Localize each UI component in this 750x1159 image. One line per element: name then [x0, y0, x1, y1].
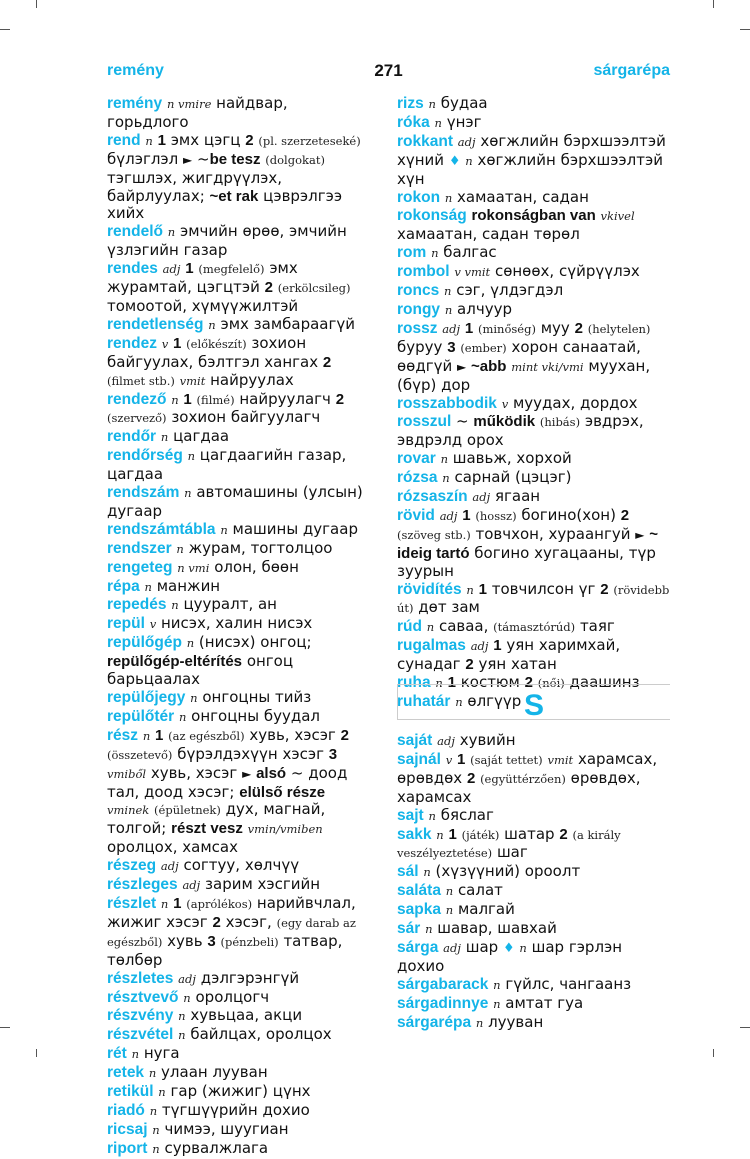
headword: rendszer	[107, 539, 172, 557]
dictionary-entry: rosszul ~ működik (hibás) эвдрэх, эвдрэлд орох	[397, 412, 644, 450]
dictionary-entry: sajnál v 1 (saját tettet) vmit харамсах, өрөвдөх 2 (együttérzően) өрөвдөх, харамсах	[397, 749, 658, 806]
dictionary-entry: saját adj хувийн	[397, 731, 516, 749]
headword: rendes	[107, 260, 158, 278]
headword: rész	[107, 726, 139, 744]
headword: saláta	[397, 882, 441, 900]
crop-mark	[740, 29, 750, 30]
headword: retikül	[107, 1083, 154, 1101]
dictionary-entry: repülőjegy n онгоцны тийз	[107, 688, 312, 706]
headword: rosszabbodik	[397, 394, 497, 412]
dictionary-entry: repül v нисэх, халин нисэх	[107, 614, 313, 633]
page-number: 271	[374, 61, 403, 80]
dictionary-entry: rendez v 1 (előkészít) зохион байгуулах, бэлтгэл хангах 2 (filmet stb.) vmit найруулах	[107, 333, 332, 389]
dictionary-entry: rugalmas adj 1 уян харимхай, сунадаг 2 уян хатан	[397, 636, 621, 674]
header-first-word: remény	[107, 62, 164, 79]
headword: rendszám	[107, 484, 180, 502]
headword: rovar	[397, 450, 436, 468]
dictionary-entry: rengeteg n vmi олон, бөөн	[107, 557, 299, 576]
headword: rózsa	[397, 469, 438, 487]
dictionary-entry: rendőr n цагдаа	[107, 427, 230, 446]
headword: sapka	[397, 901, 441, 919]
headword: rendszámtábla	[107, 520, 216, 538]
dictionary-entry: rossz adj 1 (minőség) муу 2 (helytelen) буруу 3 (ember) хорон санаатай, өөдгүй ► ~abb mint vki/vmi муухан, (бүр) дор	[397, 318, 651, 394]
dictionary-entry: sárgadinnye n амтат гуа	[397, 993, 584, 1012]
dictionary-entry: sál n (хүзүүний) ороолт	[397, 862, 581, 881]
headword: repülőgép	[107, 634, 182, 652]
headword: repülőtér	[107, 707, 175, 725]
headword: rúd	[397, 618, 422, 636]
headword: rokon	[397, 188, 441, 206]
crop-mark	[0, 1027, 10, 1028]
headword: rokkant	[397, 132, 453, 150]
dictionary-entry: rövid adj 1 (hossz) богино(хон) 2 (szöveg stb.) товчхон, хураангуй ► ~ ideig tartó богино хугацааны, түр зуурын	[397, 505, 659, 580]
headword: rokonság	[397, 207, 467, 225]
dictionary-entry: rúd n саваа, (támasztórúd) таяг	[397, 617, 615, 636]
headword: sár	[397, 920, 421, 938]
section-letter: S	[523, 689, 544, 722]
dictionary-entry: roncs n сэг, үлдэгдэл	[397, 281, 564, 300]
headword: sárga	[397, 938, 439, 956]
headword: rendőrség	[107, 447, 183, 465]
dictionary-entry: saláta n салат	[397, 881, 503, 900]
headword: riadó	[107, 1101, 145, 1119]
dictionary-entry: rovar n шавьж, хорхой	[397, 449, 572, 468]
headword: sárgarépa	[397, 1013, 472, 1031]
dictionary-entry: retek n улаан лууван	[107, 1063, 268, 1082]
dictionary-entry: sárgabarack n гүйлс, чангаанз	[397, 974, 632, 993]
dictionary-entry: róka n үнэг	[397, 112, 482, 131]
phrase-marker-icon: ►	[635, 527, 645, 542]
dictionary-entry: rész n 1 (az egészből) хувь, хэсэг 2 (összetevő) бүрэлдэхүүн хэсэг 3 vmiből хувь, хэсэг ► alsó ~ доод тал, доод хэсэг; elülső része vminek (épületnek) дух, магнай, толгой; részt vesz vmin/vmiben оролцох, хамсах	[107, 725, 349, 857]
headword: rom	[397, 244, 427, 262]
dictionary-entry: részleges adj зарим хэсгийн	[107, 875, 321, 894]
left-column	[107, 95, 365, 1159]
headword: rövidítés	[397, 580, 462, 598]
right-column-s	[397, 732, 672, 1033]
dictionary-entry: rend n 1 эмх цэгц 2 (pl. szerzeteseké) бүлэглэл ► ~be tesz (dolgokat) тэгшлэх, жигдрүүлэх, байрлуулах; ~et rak цэврэлгээ хийх	[107, 130, 361, 223]
dictionary-entry: rizs n будаа	[397, 94, 488, 112]
headword: rózsaszín	[397, 488, 468, 506]
dictionary-entry: retikül n гар (жижиг) цүнх	[107, 1082, 311, 1101]
dictionary-entry: rongy n алчуур	[397, 299, 512, 318]
dictionary-entry: rokkant adj хөгжлийн бэрхшээлтэй хүний ♦ n хөгжлийн бэрхшээлтэй хүн	[397, 131, 666, 188]
headword: rengeteg	[107, 558, 173, 576]
dictionary-entry: rendszámtábla n машины дугаар	[107, 519, 358, 538]
headword: repül	[107, 615, 145, 633]
crop-mark	[713, 1049, 714, 1057]
dictionary-entry: ricsaj n чимээ, шуугиан	[107, 1119, 289, 1138]
headword: rendőr	[107, 428, 157, 446]
phrase-marker-icon: ►	[242, 766, 252, 781]
dictionary-entry: riport n сурвалжлага	[107, 1138, 269, 1157]
dictionary-entry: sárga adj шар ♦ n шар гэрлэн дохио	[397, 937, 623, 975]
headword: rombol	[397, 263, 450, 281]
headword: résztvevő	[107, 988, 179, 1006]
section-letter-box	[397, 684, 670, 720]
dictionary-entry: részvény n хувьцаа, акци	[107, 1006, 303, 1025]
dictionary-entry: rendező n 1 (filmé) найруулагч 2 (szervező) зохион байгуулагч	[107, 389, 345, 427]
dictionary-entry: részvétel n байлцах, оролцох	[107, 1025, 332, 1044]
headword: sajnál	[397, 750, 441, 768]
dictionary-entry: rózsa n сарнай (цэцэг)	[397, 468, 572, 487]
headword: saját	[397, 732, 433, 749]
headword: rend	[107, 131, 141, 149]
dictionary-entry: repedés n цууралт, ан	[107, 595, 277, 614]
headword: részvétel	[107, 1026, 174, 1044]
dictionary-entry: riadó n түгшүүрийн дохио	[107, 1100, 310, 1119]
dictionary-entry: ruhatár n өлгүүр	[397, 692, 522, 710]
headword: sárgabarack	[397, 975, 489, 993]
headword: rendelő	[107, 223, 163, 241]
headword: részeg	[107, 857, 157, 875]
headword: sárgadinnye	[397, 994, 489, 1012]
header-last-word: sárgarépa	[593, 62, 670, 79]
dictionary-entry: sár n шавар, шавхай	[397, 919, 557, 938]
dictionary-entry: sapka n малгай	[397, 900, 515, 919]
dictionary-entry: répa n манжин	[107, 576, 221, 595]
headword: rét	[107, 1045, 127, 1063]
dictionary-entry: rendszer n журам, тогтолцоо	[107, 538, 333, 557]
dictionary-entry: rombol v vmit сөнөөх, сүйрүүлэх	[397, 262, 640, 281]
headword: retek	[107, 1064, 145, 1082]
diamond-icon: ♦	[502, 940, 515, 956]
headword: rongy	[397, 300, 441, 318]
headword: sál	[397, 863, 419, 881]
dictionary-entry: rokonság rokonságban van vkivel хамаатан, садан төрөл	[397, 207, 635, 244]
dictionary-entry: rendelő n эмчийн өрөө, эмчийн үзлэгийн газар	[107, 222, 347, 260]
crop-mark	[740, 1027, 750, 1028]
headword: ricsaj	[107, 1120, 148, 1138]
headword: remény	[107, 95, 163, 112]
headword: sajt	[397, 806, 424, 824]
page-header	[107, 60, 670, 84]
headword: repülőjegy	[107, 689, 186, 706]
dictionary-entry: rosszabbodik v муудах, дордох	[397, 393, 638, 412]
dictionary-entry: repülőgép n (нисэх) онгоц; repülőgép-eltérítés онгоц барьцаалах	[107, 633, 312, 689]
headword: részleges	[107, 876, 178, 894]
dictionary-entry: részlet n 1 (aprólékos) нарийвчлал, жижиг хэсэг 2 хэсэг, (egy darab az egészből) хувь 3 (pénzbeli) татвар, төлбөр	[107, 893, 356, 969]
headword: rugalmas	[397, 637, 466, 655]
crop-mark	[36, 0, 37, 8]
right-column	[397, 95, 672, 712]
headword: ruhatár	[397, 693, 451, 710]
phrase-marker-icon: ►	[457, 359, 467, 374]
dictionary-entry: rövidítés n 1 товчилсон үг 2 (rövidebb út) дөт зам	[397, 579, 670, 617]
headword: sakk	[397, 825, 432, 843]
crop-mark	[0, 29, 10, 30]
headword: rosszul	[397, 413, 452, 431]
phrase-marker-icon: ►	[183, 152, 193, 167]
headword: részletes	[107, 969, 174, 987]
dictionary-entry: sakk n 1 (játék) шатар 2 (a király veszélyeztetése) шаг	[397, 824, 621, 862]
dictionary-entry: rózsaszín adj ягаан	[397, 487, 541, 506]
crop-mark	[713, 0, 714, 8]
headword: ruha	[397, 674, 431, 692]
dictionary-entry: rendszám n автомашины (улсын) дугаар	[107, 483, 363, 520]
diamond-icon: ♦	[448, 153, 461, 169]
dictionary-entry: repülőtér n онгоцны буудал	[107, 706, 320, 725]
headword: repedés	[107, 596, 167, 614]
dictionary-entry: részletes adj дэлгэрэнгүй	[107, 968, 300, 987]
headword: riport	[107, 1139, 148, 1157]
dictionary-entry: sajt n бяслаг	[397, 805, 494, 824]
dictionary-entry: remény n vmire найдвар, горьдлого	[107, 94, 288, 131]
headword: roncs	[397, 282, 440, 300]
dictionary-entry: rendetlenség n эмх замбараагүй	[107, 314, 355, 333]
dictionary-entry: rét n нуга	[107, 1044, 180, 1063]
dictionary-entry: ruha n 1 костюм 2 (női) даашинз	[397, 673, 640, 692]
headword: rizs	[397, 95, 424, 112]
dictionary-entry: rendes adj 1 (megfelelő) эмх журамтай, цэгцтэй 2 (erkölcsileg) томоотой, хүмүүжилтэй	[107, 259, 351, 315]
dictionary-entry: rokon n хамаатан, садан	[397, 187, 589, 206]
headword: rossz	[397, 319, 438, 337]
headword: répa	[107, 577, 140, 595]
headword: rövid	[397, 506, 435, 524]
dictionary-entry: rendőrség n цагдаагийн газар, цагдаа	[107, 446, 347, 484]
dictionary-entry: sárgarépa n лууван	[397, 1012, 544, 1031]
headword: róka	[397, 113, 430, 131]
headword: rendetlenség	[107, 315, 204, 333]
dictionary-entry: rom n балгас	[397, 243, 497, 262]
headword: rendez	[107, 334, 157, 352]
headword: részlet	[107, 894, 157, 912]
dictionary-entry: részeg adj согтуу, хөлчүү	[107, 856, 300, 875]
headword: rendező	[107, 390, 167, 408]
headword: részvény	[107, 1007, 174, 1025]
dictionary-entry: résztvevő n оролцогч	[107, 987, 270, 1006]
crop-mark	[36, 1049, 37, 1057]
